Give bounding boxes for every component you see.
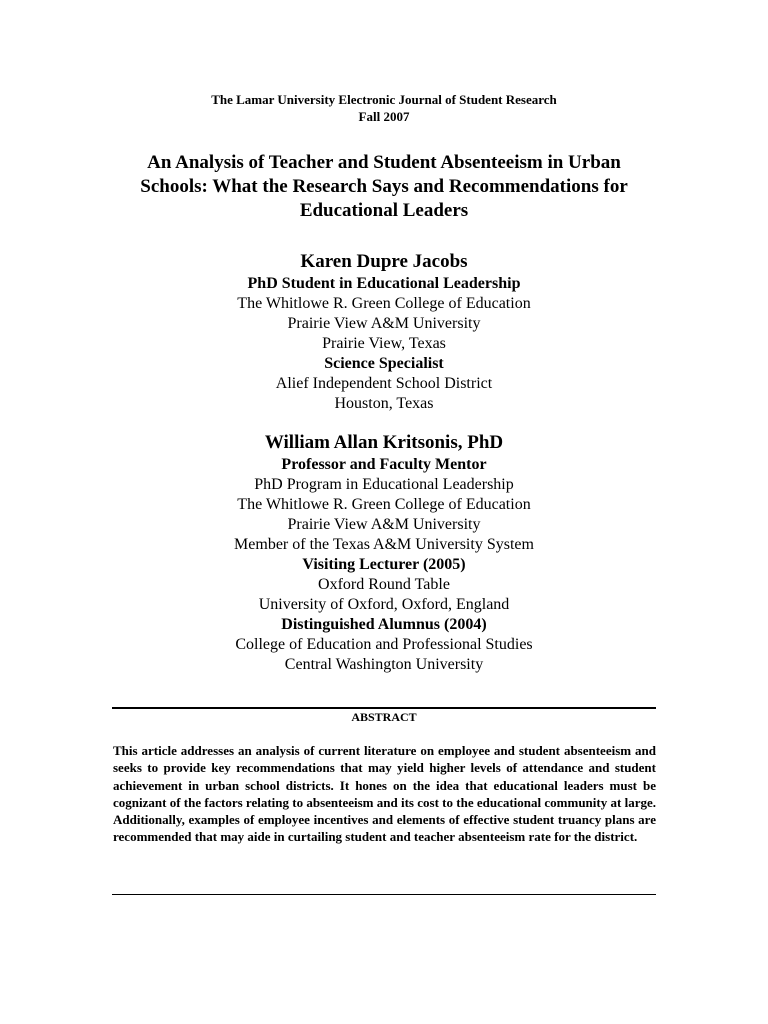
abstract-heading: ABSTRACT — [351, 710, 417, 724]
abstract-text: This article addresses an analysis of current literature on employee and student absenteeism and seeks to provide key recommendations that may yield higher levels of attendance and student achievement in urban school districts. It hones on the idea that educational leaders must be cognizant of the factors relating to absenteeism and its cost to the educational community at large. Additionally, examples of employee incentives and elements of effective student truancy plans are recommended that may aide in curtailing student and teacher absenteeism rate for the district. — [113, 743, 656, 845]
article-title — [100, 151, 668, 223]
affiliation-line: Central Washington University — [284, 656, 484, 673]
author-name: William Allan Kritsonis, PhD — [264, 432, 504, 453]
author-block-kritsonis — [0, 431, 768, 675]
abstract-bottom-rule — [112, 894, 656, 895]
affiliation-line: Oxford Round Table — [318, 576, 450, 593]
author-role: Science Specialist — [324, 355, 444, 372]
journal-name: The Lamar University Electronic Journal of Student Research — [211, 92, 557, 107]
affiliation-line: The Whitlowe R. Green College of Education — [237, 295, 531, 312]
title-line: An Analysis of Teacher and Student Absenteeism in Urban — [147, 152, 621, 173]
author-role: Visiting Lecturer (2005) — [302, 556, 466, 573]
affiliation-line: Houston, Texas — [334, 395, 434, 412]
affiliation-line: The Whitlowe R. Green College of Education — [237, 496, 531, 513]
affiliation-line: Prairie View A&M University — [287, 516, 481, 533]
journal-header — [0, 91, 768, 125]
affiliation-line: PhD Program in Educational Leadership — [254, 476, 514, 493]
title-line: Educational Leaders — [299, 200, 469, 221]
affiliation-line: Prairie View, Texas — [322, 335, 446, 352]
author-name: Karen Dupre Jacobs — [300, 251, 468, 272]
author-role: PhD Student in Educational Leadership — [247, 275, 521, 292]
author-role: Distinguished Alumnus (2004) — [281, 616, 487, 633]
affiliation-line: College of Education and Professional Studies — [235, 636, 533, 653]
affiliation-line: Alief Independent School District — [275, 375, 493, 392]
affiliation-line: University of Oxford, Oxford, England — [258, 596, 510, 613]
author-role: Professor and Faculty Mentor — [281, 456, 487, 473]
affiliation-line: Member of the Texas A&M University System — [234, 536, 534, 553]
title-line: Schools: What the Research Says and Recommendations for — [140, 176, 628, 197]
author-block-jacobs — [0, 250, 768, 414]
affiliation-line: Prairie View A&M University — [287, 315, 481, 332]
journal-issue: Fall 2007 — [358, 109, 410, 124]
